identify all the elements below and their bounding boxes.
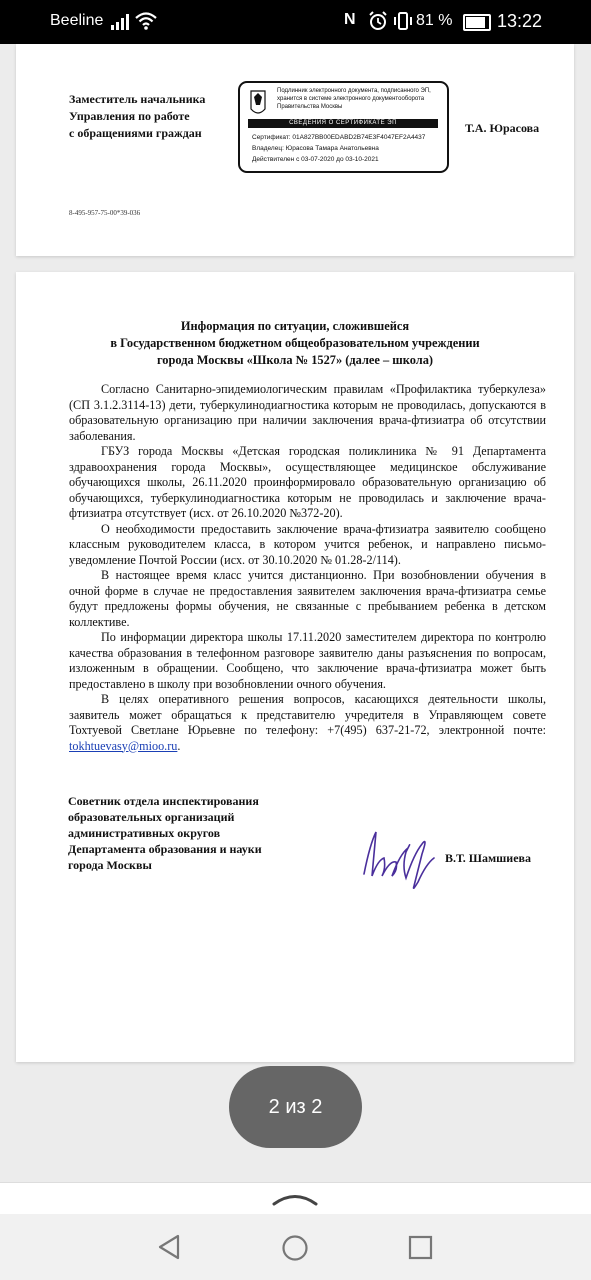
executor-phone: 8-495-957-75-00*39-036 xyxy=(69,209,141,217)
battery-level xyxy=(466,17,485,28)
alarm-icon xyxy=(368,11,388,36)
contact-text: В целях оперативного решения вопросов, касающихся деятельности школы, заявитель может обращаться к представителю учредителя в Управляющем совете Тохтуевой Светлане Юрьевне по телефону: +7(495) 637-21-72, электронной почте: xyxy=(69,692,546,737)
chevron-up-icon[interactable] xyxy=(271,1191,319,1207)
signer-position-line: образовательных организаций xyxy=(68,810,235,824)
title-line: в Государственном бюджетном общеобразовательном учреждении xyxy=(110,336,480,350)
signer-name: Т.А. Юрасова xyxy=(465,121,540,135)
battery-percent: 81 % xyxy=(416,12,453,29)
stamp-header xyxy=(277,87,431,111)
stamp-owner: Владелец: Юрасова Тамара Анатольевна xyxy=(252,145,379,152)
paragraph: По информации директора школы 17.11.2020 заместителем директора по контролю качества образования в телефонном разговоре заявителю даны разъяснения по вопросам, изложенным в обращении. Сообщено, что заключение врача-фтизиатра может быть предоставлено в школу при возобновлении очного обучения. xyxy=(69,630,546,691)
paragraph-contact xyxy=(69,692,546,754)
stamp-cert: Сертификат: 01A827BB00EDABD2B74E3F4047EF2A4437 xyxy=(252,134,426,141)
stamp-band: СВЕДЕНИЯ О СЕРТИФИКАТЕ ЭП xyxy=(248,119,438,128)
paragraph-end: . xyxy=(177,738,181,753)
signer-position-line: Департамента образования и науки xyxy=(68,842,262,856)
email-link[interactable]: tokhtuevasy@mioo.ru xyxy=(69,738,178,753)
title-line: города Москвы «Школа № 1527» (далее – школа) xyxy=(156,353,434,367)
e-signature-stamp xyxy=(238,81,449,173)
sender-line: Управления по работе xyxy=(69,109,190,123)
carrier-name: Beeline xyxy=(50,12,104,29)
signal-icon xyxy=(111,14,131,35)
back-icon[interactable] xyxy=(156,1234,182,1260)
stamp-details xyxy=(252,132,425,165)
document-title xyxy=(16,318,574,369)
bottom-toolbar xyxy=(0,1182,591,1215)
page-indicator: 2 из 2 xyxy=(229,1066,362,1148)
paragraph: ГБУЗ города Москвы «Детская городская поликлиника № 91 Департамента здравоохранения города Москвы», осуществляющее медицинское обслуживание обучающихся школы, 26.11.2020 проинформировало образовательную организацию об обучающихся, туберкулинодиагностика которым не проводилась и заключение врача-фтизиатра отсутствует (исх. от 26.10.2020 №372-20). xyxy=(69,444,546,520)
paragraph: Согласно Санитарно-эпидемиологическим правилам «Профилактика туберкулеза» (СП 3.1.2.3114-13) дети, туберкулинодиагностика которым не проводилась, допускаются в образовательную организацию при наличии заключения врача-фтизиатра об отсутствии заболевания. xyxy=(69,382,546,443)
paragraph: В настоящее время класс учится дистанционно. При возобновлении обучения в очной форме в случае не предоставления заявителем заключения врача-фтизиатра семье будут предложены формы обучения, не связанные с пребыванием ребенка в детском коллективе. xyxy=(69,568,546,629)
clock: 13:22 xyxy=(497,11,543,31)
stamp-header-line: Правительства Москвы xyxy=(277,104,343,110)
stamp-validity: Действителен с 03-07-2020 до 03-10-2021 xyxy=(252,156,379,163)
moscow-emblem-icon xyxy=(250,89,266,117)
system-nav-bar xyxy=(0,1214,591,1280)
paragraph: О необходимости предоставить заключение врача-фтизиатра заявителю сообщено классным руководителем класса, в котором учится ребенок, и направлено письмо-уведомление Почтой России (исх. от 30.10.2020 № 01.28-2/114). xyxy=(69,521,546,567)
sender-line: Заместитель начальника xyxy=(69,92,206,106)
document-body xyxy=(69,382,546,754)
signer-position-line: административных округов xyxy=(68,826,221,840)
recent-apps-icon[interactable] xyxy=(408,1235,434,1261)
wifi-icon xyxy=(135,11,157,36)
signer-position-line: Советник отдела инспектирования xyxy=(68,794,259,808)
sender-line: с обращениями граждан xyxy=(69,126,202,140)
status-bar xyxy=(0,0,591,44)
handwritten-signature xyxy=(356,824,441,894)
document-page-1 xyxy=(16,44,574,256)
home-icon[interactable] xyxy=(281,1234,309,1262)
signer-name: В.Т. Шамшиева xyxy=(445,851,532,865)
signer-position-line: города Москвы xyxy=(68,858,152,872)
signer-position xyxy=(68,793,262,873)
battery-icon xyxy=(463,14,491,31)
stamp-header-line: Подлинник электронного документа, подписанного ЭП, xyxy=(277,88,431,94)
vibrate-icon xyxy=(393,12,413,35)
nfc-icon: N xyxy=(344,11,356,28)
document-page-2 xyxy=(16,272,574,1062)
stamp-header-line: хранится в системе электронного документооборота xyxy=(277,96,425,102)
title-line: Информация по ситуации, сложившейся xyxy=(180,319,410,333)
sender-title xyxy=(69,91,205,142)
